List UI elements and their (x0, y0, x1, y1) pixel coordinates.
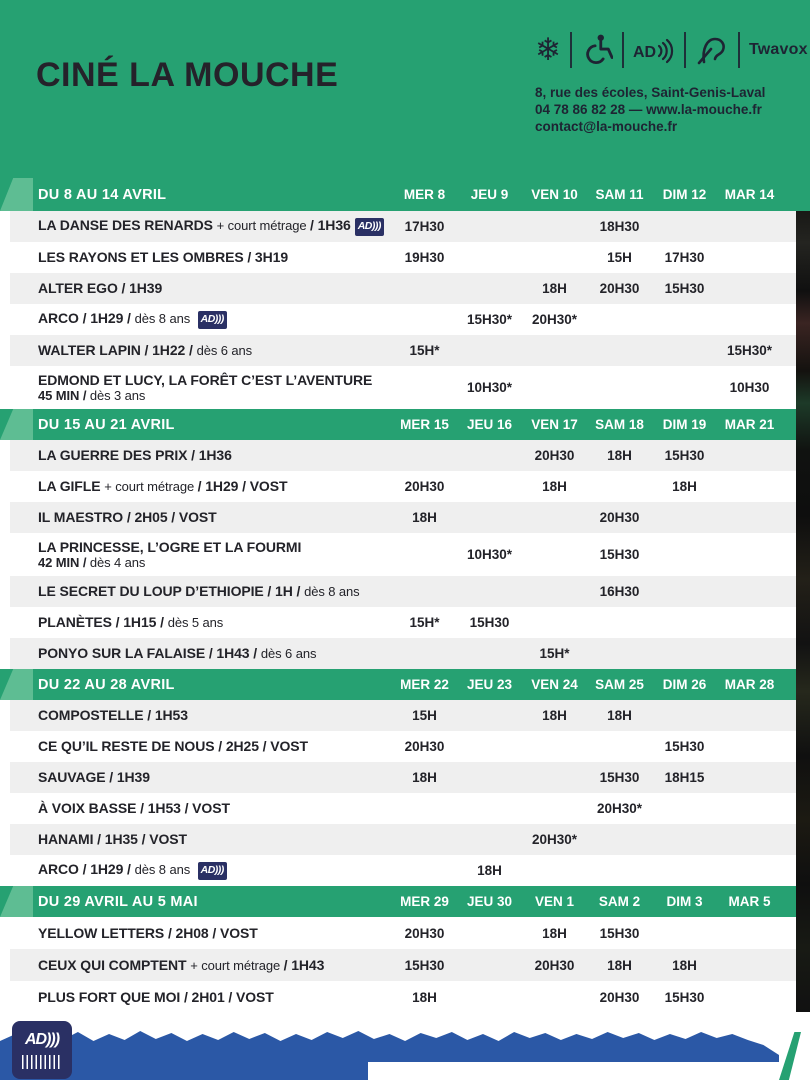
showtime-cell: 19H30 (404, 250, 445, 265)
section-rows (0, 440, 810, 669)
showtime-cell: 20H30 (404, 925, 445, 941)
film-title: LA GIFLE + court métrage / 1H29 / VOST (38, 478, 288, 494)
day-column-header: MAR 14 (724, 187, 775, 202)
showtime-cell: 20H30 (404, 479, 445, 494)
week-header-band (0, 669, 796, 700)
film-title: HANAMI / 1H35 / VOST (38, 831, 187, 847)
day-column-header: SAM 25 (595, 677, 644, 692)
showtime-cell: 15H30 (599, 770, 640, 785)
film-title: EDMOND ET LUCY, LA FORÊT C’EST L’AVENTURE 45 MIN / dès 3 ans (38, 371, 373, 403)
showtime-cell: 15H30 (404, 957, 445, 973)
day-column-header: JEU 9 (470, 187, 509, 202)
day-column-header: MER 15 (400, 417, 449, 432)
film-row (10, 273, 796, 304)
showtime-cell: 15H30 (664, 281, 705, 296)
showtime-cell: 10H30 (729, 380, 770, 395)
wheelchair-icon (581, 31, 613, 69)
day-column-header: SAM 11 (595, 187, 644, 202)
film-row (10, 700, 796, 731)
film-title: LA DANSE DES RENARDS + court métrage / 1H36 AD))) (38, 218, 392, 236)
icon-separator (684, 32, 686, 68)
showtime-cell: 17H30 (664, 250, 705, 265)
film-row (10, 855, 796, 886)
icon-separator (570, 32, 572, 68)
showtime-cell: 15H* (409, 343, 440, 358)
showtime-cell: 18H (672, 479, 697, 494)
film-row (10, 471, 796, 502)
day-column-header: VEN 1 (534, 894, 575, 909)
film-row (10, 211, 796, 242)
audio-description-logo (12, 1021, 72, 1079)
showtime-cell: 15H30 (664, 989, 705, 1005)
schedule-table (0, 178, 810, 1013)
week-header-band (0, 409, 796, 440)
film-title: ARCO / 1H29 / dès 8 ans AD))) (38, 311, 392, 329)
showtime-cell: 20H30* (531, 832, 578, 847)
day-column-header: DIM 19 (662, 417, 707, 432)
ad-logo-stripes (22, 1055, 62, 1069)
showtime-cell: 20H30 (599, 281, 640, 296)
film-title: PLANÈTES / 1H15 / dès 5 ans (38, 614, 224, 630)
twavox-label: Twavox (748, 41, 808, 58)
showtime-cell: 17H30 (404, 219, 445, 234)
showtime-cell: 15H30 (664, 448, 705, 463)
snowflake-icon: ❄ (535, 32, 561, 68)
showtime-cell: 18H (412, 770, 437, 785)
film-title: LA GUERRE DES PRIX / 1H36 (38, 447, 232, 463)
film-title: À VOIX BASSE / 1H53 / VOST (38, 800, 230, 816)
showtime-cell: 15H* (539, 646, 570, 661)
film-row (10, 917, 796, 949)
showtime-cell: 10H30* (466, 380, 513, 395)
showtime-cell: 15H30 (599, 547, 640, 562)
week-range-label: DU 15 AU 21 AVRIL (38, 416, 175, 433)
showtime-cell: 18H (477, 863, 502, 878)
schedule-section (0, 669, 810, 886)
week-range-label: DU 29 AVRIL AU 5 MAI (38, 893, 198, 910)
film-title: COMPOSTELLE / 1H53 (38, 707, 188, 723)
film-row (10, 638, 796, 669)
film-title: SAUVAGE / 1H39 (38, 769, 150, 785)
audio-description-icon (633, 33, 675, 67)
header (0, 0, 810, 178)
day-column-header: SAM 18 (595, 417, 644, 432)
showtime-cell: 20H30 (599, 989, 640, 1005)
film-title: LE SECRET DU LOUP D’ETHIOPIE / 1H / dès 8 ans (38, 583, 360, 599)
day-column-header: VEN 17 (531, 417, 578, 432)
schedule-section (0, 409, 810, 669)
showtime-cell: 20H30 (404, 739, 445, 754)
showtime-cell: 15H (412, 708, 437, 723)
showtime-cell: 15H* (409, 615, 440, 630)
showtime-cell: 18H (607, 448, 632, 463)
film-title: CE QU’IL RESTE DE NOUS / 2H25 / VOST (38, 738, 308, 754)
showtime-cell: 20H30* (596, 801, 643, 816)
showtime-cell: 15H30 (599, 925, 640, 941)
film-title: ARCO / 1H29 / dès 8 ans AD))) (38, 862, 392, 880)
film-row (10, 366, 796, 409)
week-range-label: DU 8 AU 14 AVRIL (38, 186, 167, 203)
header-right-block (535, 28, 810, 135)
section-rows (0, 700, 810, 886)
film-row (10, 533, 796, 576)
film-title: CEUX QUI COMPTENT + court métrage / 1H43 (38, 956, 325, 973)
schedule-section (0, 178, 810, 409)
hearing-impaired-icon (695, 31, 729, 69)
svg-text:AD: AD (632, 44, 657, 61)
section-rows (0, 211, 810, 409)
film-row (10, 824, 796, 855)
audio-description-badge: AD))) (355, 218, 384, 236)
week-header-band (0, 886, 796, 917)
showtime-cell: 18H (607, 708, 632, 723)
film-title: LA PRINCESSE, L’OGRE ET LA FOURMI 42 MIN / dès 4 ans (38, 538, 302, 570)
film-row (10, 949, 796, 981)
audio-description-badge: AD))) (198, 862, 227, 880)
day-column-header: DIM 3 (666, 894, 703, 909)
showtime-cell: 18H30 (599, 219, 640, 234)
film-row (10, 576, 796, 607)
showtime-cell: 18H (542, 281, 567, 296)
address-line: 8, rue des écoles, Saint-Genis-Laval (535, 85, 766, 100)
phone-website-line: 04 78 86 82 28 — www.la-mouche.fr (535, 102, 762, 117)
torn-band-cutout (368, 1062, 779, 1080)
film-row (10, 242, 796, 273)
day-column-header: VEN 24 (531, 677, 578, 692)
email-line: contact@la-mouche.fr (535, 119, 678, 134)
film-title: ALTER EGO / 1H39 (38, 280, 163, 296)
day-column-header: DIM 26 (662, 677, 707, 692)
film-row (10, 304, 796, 335)
day-column-header: MER 8 (403, 187, 446, 202)
ad-logo-label: AD))) (24, 1031, 60, 1048)
day-column-header: MER 22 (400, 677, 449, 692)
showtime-cell: 18H (542, 479, 567, 494)
twavox-logo (749, 38, 810, 62)
day-column-header: MAR 28 (724, 677, 775, 692)
week-header-band (0, 178, 810, 211)
showtime-cell: 18H (412, 989, 437, 1005)
film-row (10, 607, 796, 638)
showtime-cell: 10H30* (466, 547, 513, 562)
day-column-header: DIM 12 (662, 187, 707, 202)
day-column-header: JEU 16 (466, 417, 513, 432)
film-row (10, 793, 796, 824)
film-row (10, 502, 796, 533)
showtime-cell: 15H30 (469, 615, 510, 630)
photo-page-edge (796, 211, 810, 1012)
day-column-header: SAM 2 (598, 894, 641, 909)
icon-separator (622, 32, 624, 68)
address-block (535, 84, 810, 135)
day-column-header: MAR 5 (728, 894, 771, 909)
day-column-header: MAR 21 (724, 417, 775, 432)
film-title: LES RAYONS ET LES OMBRES / 3H19 (38, 249, 289, 265)
showtime-cell: 18H (412, 510, 437, 525)
showtime-cell: 18H15 (664, 770, 705, 785)
film-row (10, 440, 796, 471)
accessibility-icons-row (535, 28, 810, 72)
section-rows (0, 917, 810, 1013)
film-row (10, 981, 796, 1013)
showtime-cell: 15H (607, 250, 632, 265)
day-column-header: JEU 23 (466, 677, 513, 692)
film-row (10, 731, 796, 762)
showtime-cell: 15H30* (466, 312, 513, 327)
film-title: PLUS FORT QUE MOI / 2H01 / VOST (38, 988, 274, 1005)
showtime-cell: 16H30 (599, 584, 640, 599)
day-column-header: VEN 10 (531, 187, 578, 202)
showtime-cell: 20H30 (599, 510, 640, 525)
day-column-header: MER 29 (400, 894, 449, 909)
showtime-cell: 20H30 (534, 957, 575, 973)
film-row (10, 762, 796, 793)
film-title: YELLOW LETTERS / 2H08 / VOST (38, 924, 258, 941)
showtime-cell: 20H30* (531, 312, 578, 327)
day-column-header: JEU 30 (466, 894, 513, 909)
showtime-cell: 18H (607, 957, 632, 973)
showtime-cell: 15H30 (664, 739, 705, 754)
audio-description-badge: AD))) (198, 311, 227, 329)
green-corner-wedge (779, 1032, 801, 1080)
showtime-cell: 18H (542, 708, 567, 723)
showtime-cell: 18H (672, 957, 697, 973)
film-title: WALTER LAPIN / 1H22 / dès 6 ans (38, 342, 253, 358)
film-row (10, 335, 796, 366)
schedule-section (0, 886, 810, 1013)
week-range-label: DU 22 AU 28 AVRIL (38, 676, 175, 693)
showtime-cell: 18H (542, 925, 567, 941)
page-title: CINÉ LA MOUCHE (36, 56, 339, 94)
showtime-cell: 20H30 (534, 448, 575, 463)
film-title: PONYO SUR LA FALAISE / 1H43 / dès 6 ans (38, 645, 317, 661)
icon-separator (738, 32, 740, 68)
film-title: IL MAESTRO / 2H05 / VOST (38, 509, 217, 525)
showtime-cell: 15H30* (726, 343, 773, 358)
